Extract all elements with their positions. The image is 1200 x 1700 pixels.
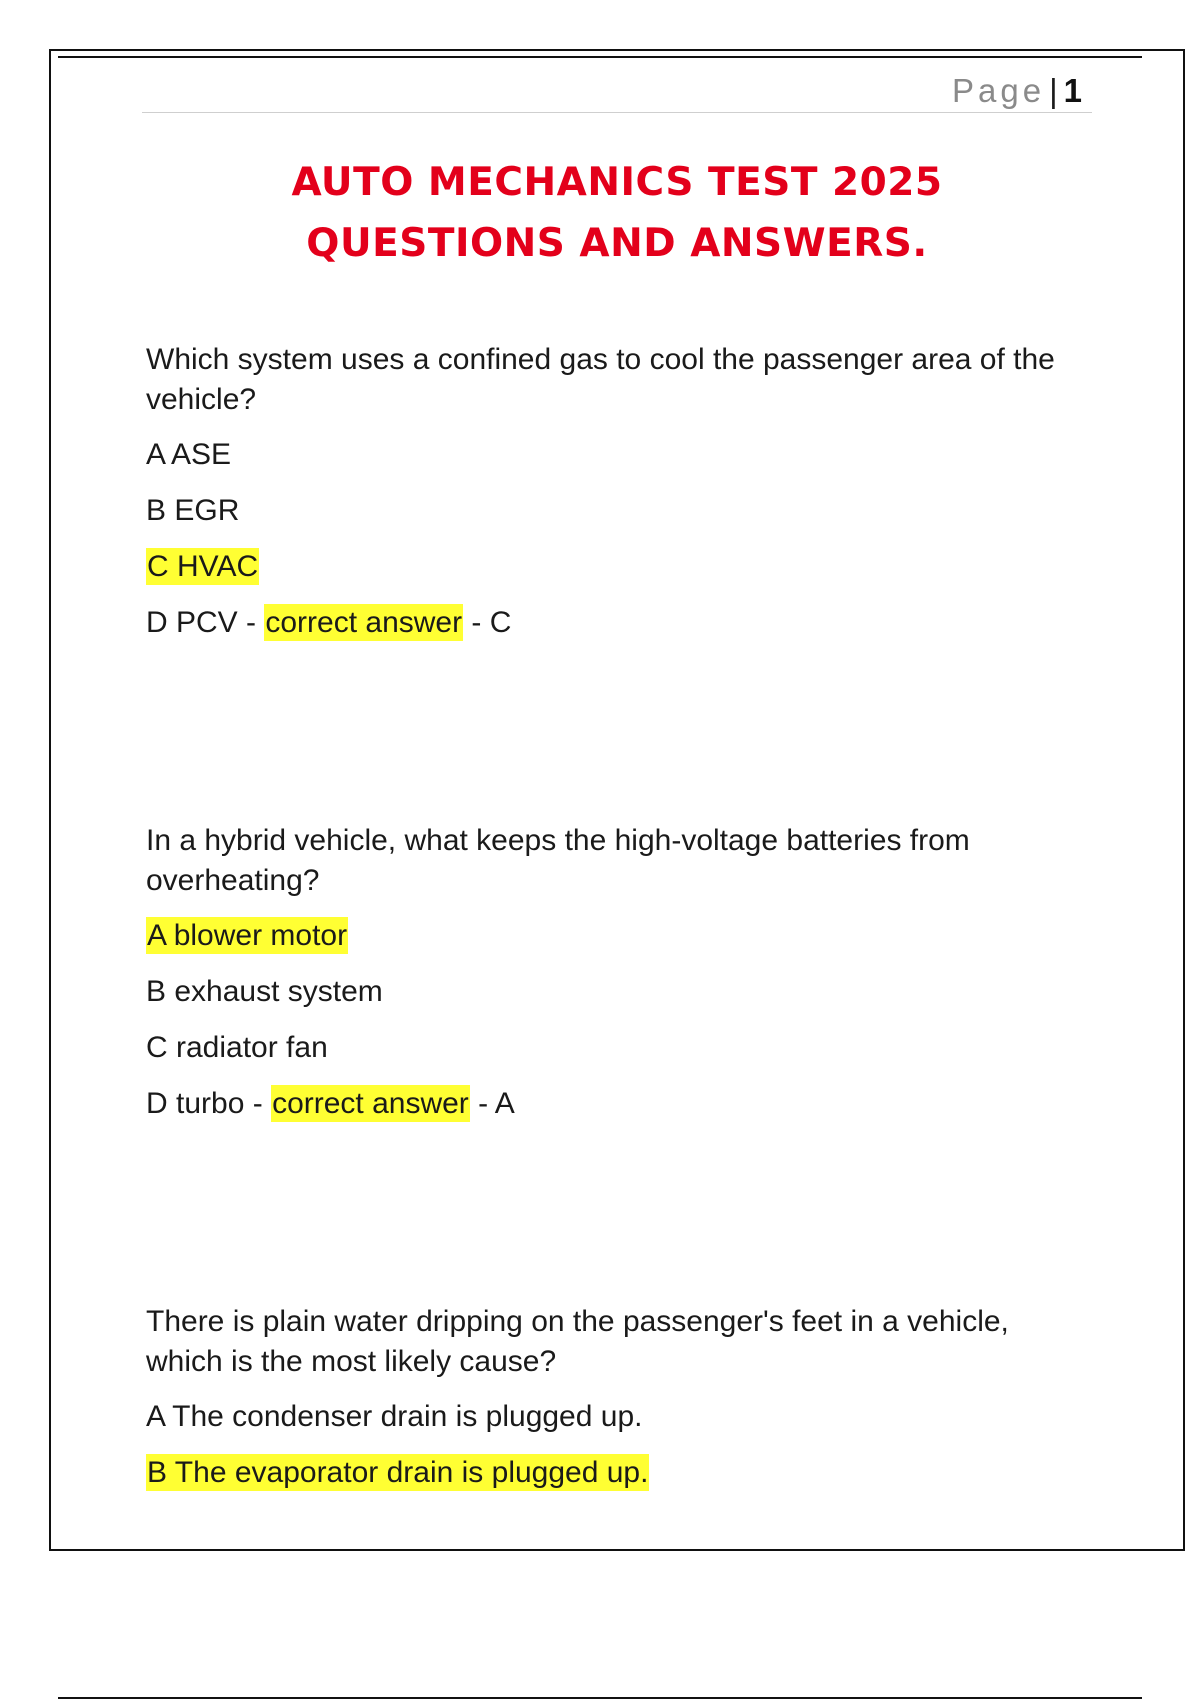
option-c — [146, 547, 1086, 587]
answer-suffix: - C — [463, 606, 512, 639]
question-text: Which system uses a confined gas to cool the passenger area of the vehicle? — [146, 343, 1055, 416]
option-a — [146, 435, 1086, 475]
option-d — [146, 603, 1086, 643]
answer-prefix: - — [237, 606, 265, 639]
highlighted-option: B The evaporator drain is plugged up. — [147, 1456, 649, 1489]
option-c — [146, 1028, 1086, 1068]
correct-answer-label: correct answer — [265, 606, 463, 639]
title-line-1: AUTO MECHANICS TEST 2025 — [291, 160, 943, 205]
option-label: A The condenser drain is plugged up. — [146, 1400, 643, 1433]
option-label: D PCV — [146, 606, 238, 639]
page-number-value: 1 — [1063, 72, 1082, 109]
option-label: D turbo — [146, 1087, 245, 1120]
option-label: A ASE — [146, 438, 232, 471]
bottom-rule — [58, 1697, 1142, 1699]
highlighted-option: C HVAC — [147, 550, 259, 583]
option-b — [146, 491, 1086, 531]
option-label: B exhaust system — [146, 975, 383, 1008]
correct-answer-label: correct answer — [272, 1087, 469, 1120]
option-d — [146, 1084, 1086, 1124]
question-1 — [146, 340, 1086, 643]
question-3 — [146, 1302, 1086, 1493]
option-label: B EGR — [146, 494, 240, 527]
answer-prefix: - — [244, 1087, 272, 1120]
option-a — [146, 1397, 1086, 1437]
option-a — [146, 916, 1086, 956]
option-label: C radiator fan — [146, 1031, 328, 1064]
questions-content — [146, 340, 1086, 1509]
question-text: There is plain water dripping on the passenger's feet in a vehicle, which is the most likely cause? — [146, 1305, 1009, 1378]
page-number — [952, 70, 1082, 112]
option-b — [146, 972, 1086, 1012]
question-text: In a hybrid vehicle, what keeps the high-voltage batteries from overheating? — [146, 824, 970, 897]
document-title — [142, 152, 1092, 274]
page-label: Page — [951, 72, 1046, 109]
page-header — [142, 70, 1092, 113]
question-2 — [146, 821, 1086, 1124]
title-line-2: QUESTIONS AND ANSWERS. — [306, 221, 928, 266]
highlighted-option: A blower motor — [147, 919, 348, 952]
option-b — [146, 1453, 1086, 1493]
answer-suffix: - A — [469, 1087, 515, 1120]
page-separator: | — [1049, 72, 1058, 109]
